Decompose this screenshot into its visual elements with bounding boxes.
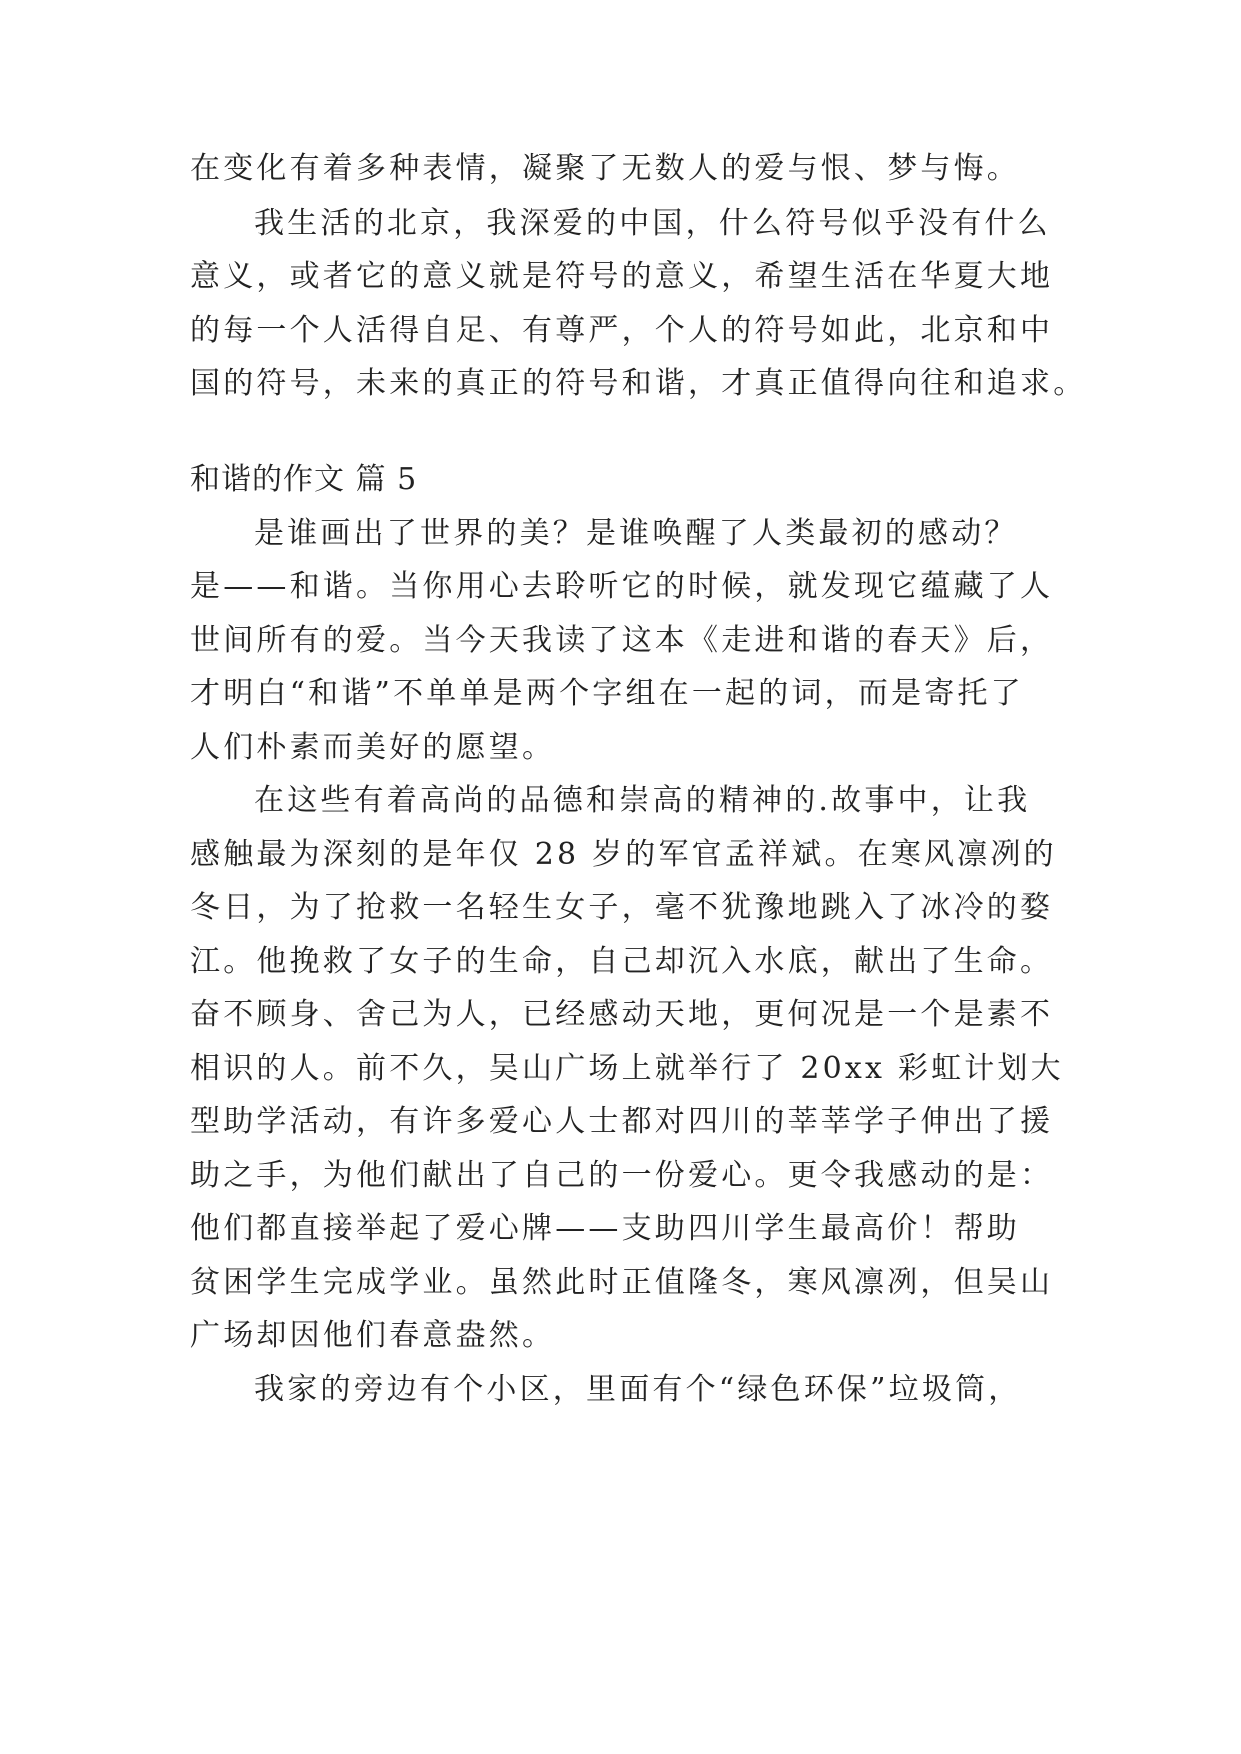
text-line: 江。他挽救了女子的生命，自己却沉入水底，献出了生命。 [190, 944, 1054, 979]
paragraph-first-line: 在这些有着高尚的品德和崇高的精神的.故事中，让我 [254, 783, 1031, 818]
paragraph-first-line: 我家的旁边有个小区，里面有个“绿色环保”垃圾筒， [254, 1372, 1022, 1407]
text-line: 是——和谐。当你用心去聆听它的时候，就发现它蕴藏了人 [190, 569, 1054, 604]
text-line: 意义，或者它的意义就是符号的意义，希望生活在华夏大地 [190, 259, 1054, 294]
text-line: 人们朴素而美好的愿望。 [190, 730, 556, 765]
paragraph-first-line: 是谁画出了世界的美？是谁唤醒了人类最初的感动？ [254, 516, 1018, 551]
text-line: 助之手，为他们献出了自己的一份爱心。更令我感动的是： [190, 1158, 1054, 1193]
text-line: 的每一个人活得自足、有尊严，个人的符号如此，北京和中 [190, 313, 1054, 348]
text-line: 国的符号，未来的真正的符号和谐，才真正值得向往和追求。 [190, 366, 1087, 401]
text-line: 广场却因他们春意盎然。 [190, 1318, 556, 1353]
text-line: 世间所有的爱。当今天我读了这本《走进和谐的春天》后， [190, 623, 1054, 658]
paragraph-first-line: 我生活的北京，我深爱的中国，什么符号似乎没有什么 [254, 206, 1051, 241]
text-line: 奋不顾身、舍己为人，已经感动天地，更何况是一个是素不 [190, 997, 1054, 1032]
text-line: 他们都直接举起了爱心牌——支助四川学生最高价！帮助 [190, 1211, 1020, 1246]
text-line: 感触最为深刻的是年仅 28 岁的军官孟祥斌。在寒风凛冽的 [190, 837, 1057, 872]
text-line: 型助学活动，有许多爱心人士都对四川的莘莘学子伸出了援 [190, 1104, 1054, 1139]
text-line: 在变化有着多种表情，凝聚了无数人的爱与恨、梦与悔。 [190, 151, 1020, 186]
text-line: 相识的人。前不久，吴山广场上就举行了 20xx 彩虹计划大 [190, 1051, 1064, 1086]
section-heading: 和谐的作文 篇 5 [190, 462, 418, 497]
text-line: 才明白“和谐”不单单是两个字组在一起的词，而是寄托了 [190, 676, 1024, 711]
text-line: 冬日，为了抢救一名轻生女子，毫不犹豫地跳入了冰冷的婺 [190, 890, 1054, 925]
text-line: 贫困学生完成学业。虽然此时正值隆冬，寒风凛冽，但吴山 [190, 1265, 1054, 1300]
